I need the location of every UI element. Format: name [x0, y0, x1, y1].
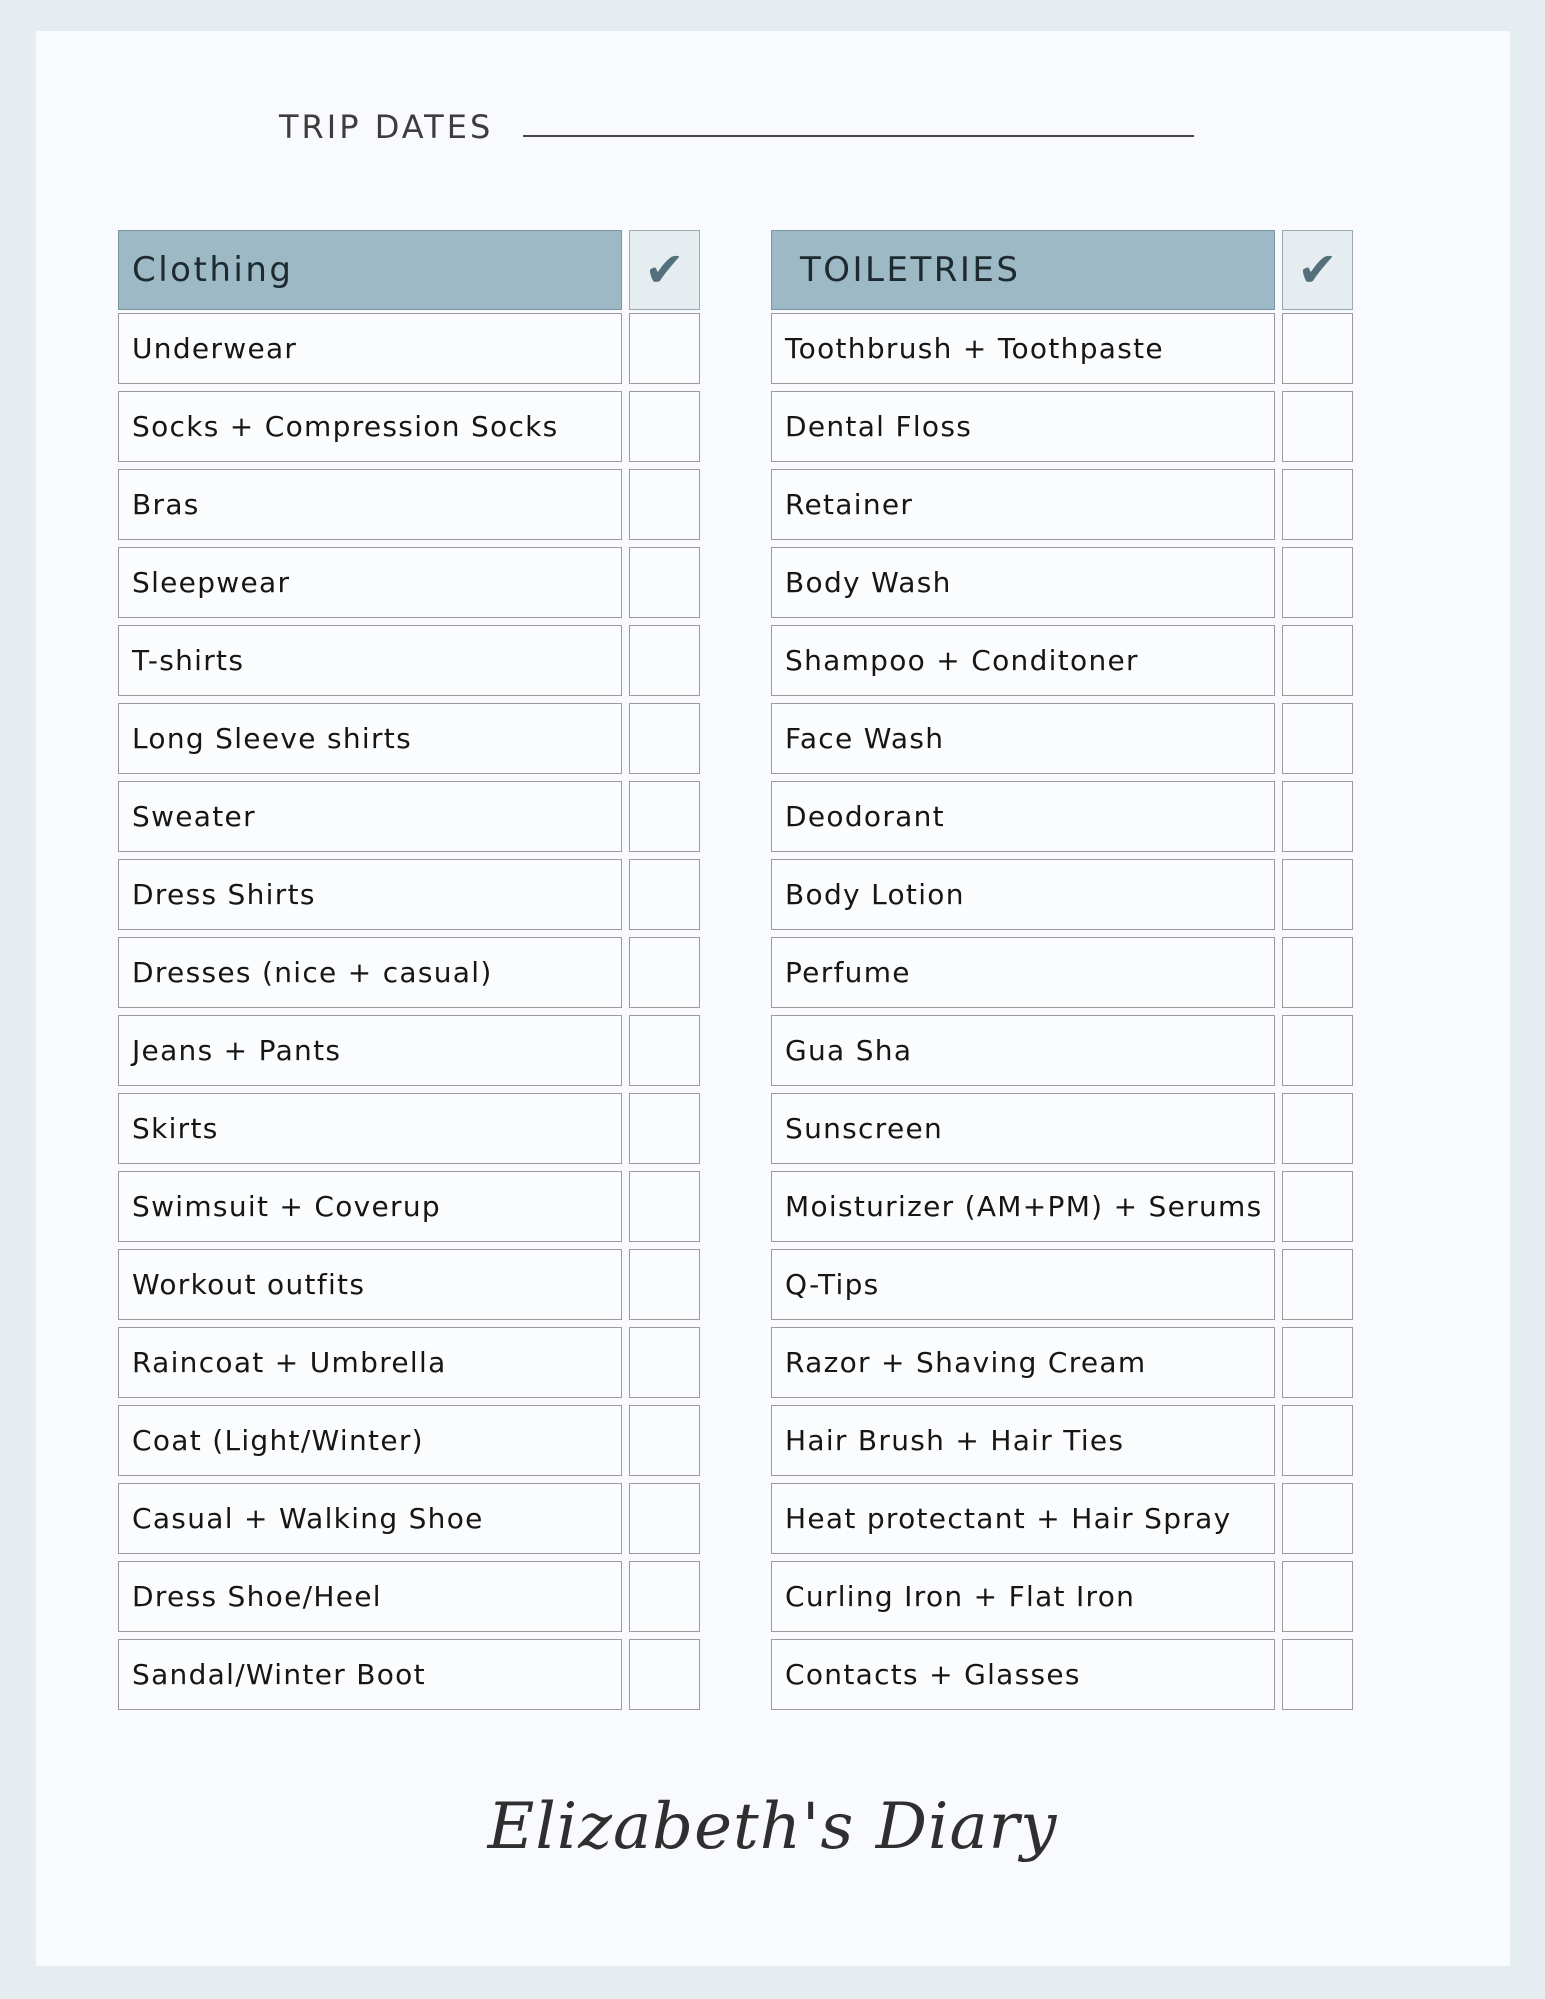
toiletries-item-checkbox[interactable] [1282, 625, 1353, 696]
toiletries-item-label: Dental Floss [771, 391, 1275, 462]
clothing-item-label: Raincoat + Umbrella [118, 1327, 622, 1398]
toiletries-item-checkbox[interactable] [1282, 859, 1353, 930]
clothing-item-label: Swimsuit + Coverup [118, 1171, 622, 1242]
toiletries-item-checkbox[interactable] [1282, 313, 1353, 384]
toiletries-item-checkbox[interactable] [1282, 391, 1353, 462]
clothing-item-checkbox[interactable] [629, 391, 700, 462]
clothing-item-label: Underwear [118, 313, 622, 384]
clothing-item-label: Sleepwear [118, 547, 622, 618]
toiletries-item-label: Moisturizer (AM+PM) + Serums [771, 1171, 1275, 1242]
toiletries-item-label: Curling Iron + Flat Iron [771, 1561, 1275, 1632]
toiletries-item-label: Body Lotion [771, 859, 1275, 930]
clothing-item-checkbox[interactable] [629, 1405, 700, 1476]
clothing-item-checkbox[interactable] [629, 703, 700, 774]
toiletries-item-label: Shampoo + Conditoner [771, 625, 1275, 696]
toiletries-item-checkbox[interactable] [1282, 1093, 1353, 1164]
toiletries-item-label: Heat protectant + Hair Spray [771, 1483, 1275, 1554]
toiletries-item-checkbox[interactable] [1282, 937, 1353, 1008]
clothing-item-checkbox[interactable] [629, 1561, 700, 1632]
toiletries-item-label: Toothbrush + Toothpaste [771, 313, 1275, 384]
trip-dates-line[interactable] [523, 135, 1194, 137]
clothing-item-label: Skirts [118, 1093, 622, 1164]
clothing-item-checkbox[interactable] [629, 625, 700, 696]
check-mark-icon: ✔ [1297, 242, 1338, 298]
clothing-item-checkbox[interactable] [629, 313, 700, 384]
clothing-item-label: T-shirts [118, 625, 622, 696]
clothing-item-label: Workout outfits [118, 1249, 622, 1320]
toiletries-item-checkbox[interactable] [1282, 1015, 1353, 1086]
clothing-item-checkbox[interactable] [629, 1483, 700, 1554]
clothing-item-label: Sandal/Winter Boot [118, 1639, 622, 1710]
toiletries-item-label: Hair Brush + Hair Ties [771, 1405, 1275, 1476]
clothing-item-label: Jeans + Pants [118, 1015, 622, 1086]
clothing-item-label: Sweater [118, 781, 622, 852]
check-mark-icon: ✔ [644, 242, 685, 298]
clothing-item-label: Coat (Light/Winter) [118, 1405, 622, 1476]
clothing-item-label: Socks + Compression Socks [118, 391, 622, 462]
toiletries-item-label: Razor + Shaving Cream [771, 1327, 1275, 1398]
clothing-item-checkbox[interactable] [629, 937, 700, 1008]
toiletries-item-label: Gua Sha [771, 1015, 1275, 1086]
clothing-item-label: Dresses (nice + casual) [118, 937, 622, 1008]
toiletries-item-checkbox[interactable] [1282, 547, 1353, 618]
toiletries-item-label: Deodorant [771, 781, 1275, 852]
toiletries-item-checkbox[interactable] [1282, 1483, 1353, 1554]
clothing-item-label: Bras [118, 469, 622, 540]
clothing-item-checkbox[interactable] [629, 1093, 700, 1164]
signature-logo: Elizabeth's Diary [487, 1790, 1058, 1864]
clothing-item-checkbox[interactable] [629, 1015, 700, 1086]
toiletries-item-checkbox[interactable] [1282, 469, 1353, 540]
toiletries-item-label: Contacts + Glasses [771, 1639, 1275, 1710]
clothing-item-checkbox[interactable] [629, 469, 700, 540]
clothing-item-label: Long Sleeve shirts [118, 703, 622, 774]
toiletries-item-label: Face Wash [771, 703, 1275, 774]
clothing-item-label: Casual + Walking Shoe [118, 1483, 622, 1554]
toiletries-item-checkbox[interactable] [1282, 781, 1353, 852]
toiletries-item-checkbox[interactable] [1282, 703, 1353, 774]
toiletries-item-label: Perfume [771, 937, 1275, 1008]
clothing-item-label: Dress Shirts [118, 859, 622, 930]
clothing-item-checkbox[interactable] [629, 547, 700, 618]
clothing-item-checkbox[interactable] [629, 1327, 700, 1398]
toiletries-item-label: Body Wash [771, 547, 1275, 618]
toiletries-item-label: Sunscreen [771, 1093, 1275, 1164]
clothing-title: Clothing [118, 230, 622, 310]
clothing-item-checkbox[interactable] [629, 1639, 700, 1710]
clothing-item-checkbox[interactable] [629, 781, 700, 852]
clothing-item-checkbox[interactable] [629, 1171, 700, 1242]
toiletries-item-checkbox[interactable] [1282, 1249, 1353, 1320]
clothing-item-checkbox[interactable] [629, 859, 700, 930]
clothing-item-checkbox[interactable] [629, 1249, 700, 1320]
toiletries-item-label: Q-Tips [771, 1249, 1275, 1320]
clothing-check-header [629, 230, 700, 310]
toiletries-item-label: Retainer [771, 469, 1275, 540]
toiletries-item-checkbox[interactable] [1282, 1561, 1353, 1632]
clothing-item-label: Dress Shoe/Heel [118, 1561, 622, 1632]
toiletries-item-checkbox[interactable] [1282, 1405, 1353, 1476]
trip-dates-label: TRIP DATES [279, 108, 494, 146]
toiletries-item-checkbox[interactable] [1282, 1171, 1353, 1242]
toiletries-item-checkbox[interactable] [1282, 1639, 1353, 1710]
toiletries-check-header [1282, 230, 1353, 310]
toiletries-title: TOILETRIES [771, 230, 1275, 310]
toiletries-item-checkbox[interactable] [1282, 1327, 1353, 1398]
